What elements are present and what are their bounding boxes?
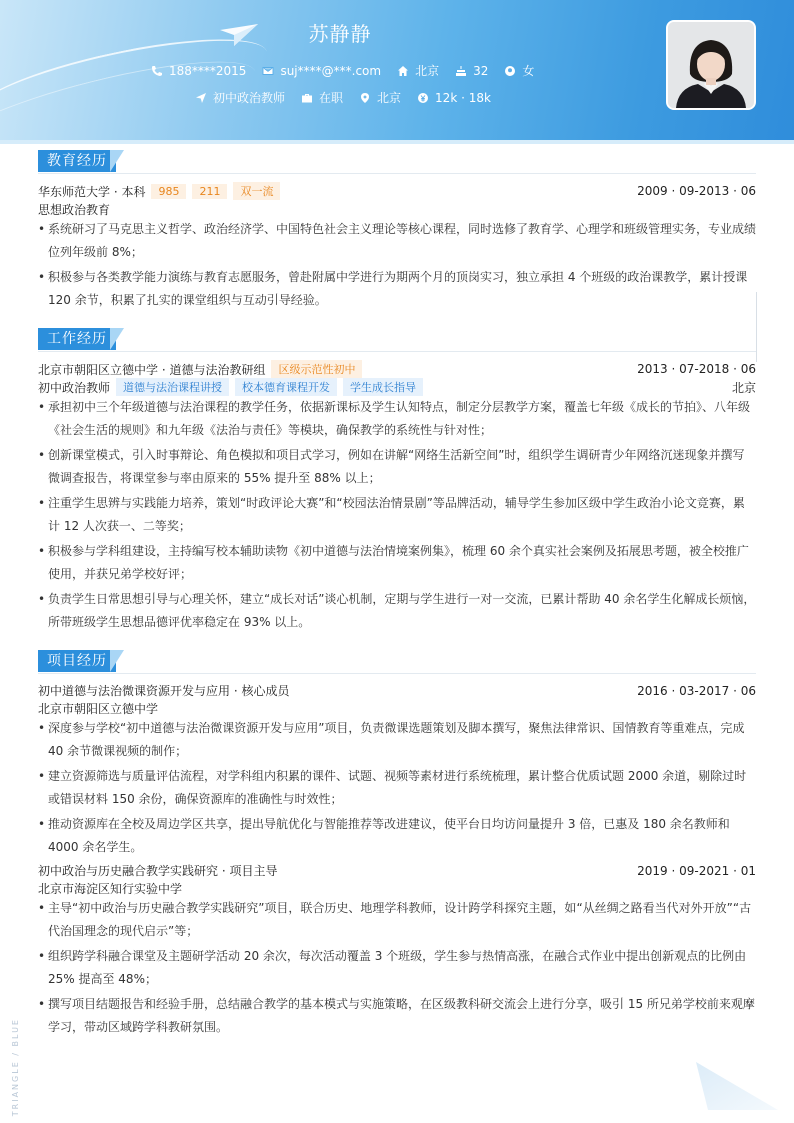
list-item: • 撰写项目结题报告和经验手册，总结融合教学的基本模式与实施策略，在区级教科研交流会上进行分享，吸引 15 所兄弟学校前来观摩学习，带动区域跨学科教研氛围。 — [38, 993, 756, 1039]
school-badge: 双一流 — [233, 182, 280, 200]
template-watermark: TRIANGLE / BLUE — [11, 1018, 20, 1117]
phone-item — [151, 64, 246, 78]
gender-item — [504, 62, 534, 79]
city-item — [397, 62, 439, 79]
education-bullets — [38, 218, 756, 314]
candidate-name: 苏静静 — [308, 22, 372, 46]
project-name: 初中道德与法治微课资源开发与应用 · 核心成员 — [38, 684, 290, 698]
work-position-row — [38, 378, 756, 396]
job-target-text: 初中政治教师 — [213, 91, 286, 105]
header-divider — [0, 140, 794, 144]
position-title: 初中政治教师 — [38, 380, 111, 395]
list-item: • 负责学生日常思想引导与心理关怀，建立“成长对话”谈心机制，定期与学生进行一对一交流，已累计帮助 40 余名学生化解成长烦恼，所带班级学生思想品德评优率稳定在 93% 以上。 — [38, 588, 756, 634]
section-rule — [38, 173, 756, 174]
section-title-tail — [110, 150, 124, 172]
school-name: 华东师范大学 · 本科 — [38, 184, 146, 199]
section-title: 教育经历 — [38, 150, 116, 172]
job-target-item — [195, 89, 285, 106]
section-title-tail — [110, 650, 124, 672]
email-text: suj****@***.com — [280, 63, 382, 78]
project-bullets — [38, 717, 756, 861]
work-bullets — [38, 396, 756, 636]
target-city-item — [359, 89, 401, 106]
resume-header — [0, 0, 794, 140]
education-entry-head — [38, 182, 756, 200]
school-badge: 211 — [192, 184, 227, 199]
cake-icon — [455, 65, 467, 77]
major-name: 思想政治教育 — [38, 203, 111, 217]
salary-text: 12k · 18k — [435, 90, 491, 105]
work-period: 2013 · 07-2018 · 06 — [637, 362, 756, 376]
portrait-image — [668, 22, 754, 108]
briefcase-icon — [301, 92, 313, 104]
section-rule — [38, 351, 756, 352]
project-org: 北京市朝阳区立德中学 — [38, 702, 159, 716]
education-period: 2009 · 09-2013 · 06 — [637, 184, 756, 198]
side-divider — [756, 292, 757, 362]
age-text: 32 — [473, 63, 489, 78]
list-item: • 创新课堂模式，引入时事辩论、角色模拟和项目式学习，例如在讲解“网络生活新空间”时，组织学生调研青少年网络沉迷现象并撰写微调查报告，将课堂参与率由原来的 55% 提升至 88% 以上； — [38, 444, 756, 490]
list-item: • 深度参与学校“初中道德与法治微课资源开发与应用”项目，负责微课选题策划及脚本撰写，聚焦法律常识、国情教育等重难点，完成 40 余节微课视频的制作； — [38, 717, 756, 763]
school-badge: 985 — [151, 184, 186, 199]
status-item — [301, 89, 343, 106]
education-section-header — [38, 150, 756, 174]
skill-tag: 校本德育课程开发 — [235, 378, 337, 396]
employer-name: 北京市朝阳区立德中学 · 道德与法治教研组 — [38, 362, 266, 377]
work-entry-head — [38, 360, 756, 378]
employer-badge: 区级示范性初中 — [271, 360, 362, 378]
list-item: • 组织跨学科融合课堂及主题研学活动 20 余次，每次活动覆盖 3 个班级，学生参与热情高涨，在融合式作业中提出创新观点的比例由 25% 提高至 48%； — [38, 945, 756, 991]
project-entry-head — [38, 682, 756, 699]
paper-plane-icon — [220, 22, 260, 48]
work-location: 北京 — [731, 380, 756, 395]
money-icon — [417, 92, 429, 104]
section-rule — [38, 673, 756, 674]
section-title: 工作经历 — [38, 328, 116, 350]
email-item — [262, 64, 381, 78]
list-item: • 建立资源筛选与质量评估流程，对学科组内积累的课件、试题、视频等素材进行系统梳理，累计整合优质试题 2000 余道，剔除过时或错误材料 150 余份，确保资源库的准确性与时效性； — [38, 765, 756, 811]
mail-icon — [262, 65, 274, 77]
home-icon — [397, 65, 409, 77]
skill-tag: 道德与法治课程讲授 — [116, 378, 229, 396]
status-text: 在职 — [319, 91, 344, 105]
send-icon — [195, 92, 207, 104]
project-entry-head — [38, 862, 756, 879]
list-item: • 系统研习了马克思主义哲学、政治经济学、中国特色社会主义理论等核心课程，同时选修了教育学、心理学和班级管理实务，专业成绩位列年级前 8%； — [38, 218, 756, 264]
city-text: 北京 — [415, 64, 440, 78]
list-item: • 承担初中三个年级道德与法治课程的教学任务，依据新课标及学生认知特点，制定分层教学方案，覆盖七年级《成长的节拍》、八年级《社会生活的规则》和九年级《法治与责任》等模块，确保教学的系统性与针对性； — [38, 396, 756, 442]
section-title-tail — [110, 328, 124, 350]
list-item: • 积极参与各类教学能力演练与教育志愿服务，曾赴附属中学进行为期两个月的顶岗实习，独立承担 4 个班级的政治课教学，累计授课 120 余节，积累了扎实的课堂组织与互动引导经验。 — [38, 266, 756, 312]
skill-tag: 学生成长指导 — [343, 378, 423, 396]
corner-triangle-decoration — [696, 1062, 786, 1112]
target-city-text: 北京 — [377, 91, 402, 105]
list-item: • 注重学生思辨与实践能力培养，策划“时政评论大赛”和“校园法治情景剧”等品牌活动，辅导学生参加区级中学生政治小论文竞赛，累计 12 人次获一、二等奖； — [38, 492, 756, 538]
project-period: 2016 · 03-2017 · 06 — [637, 683, 756, 698]
work-section-header — [38, 328, 756, 352]
project-name: 初中政治与历史融合教学实践研究 · 项目主导 — [38, 864, 278, 878]
list-item: • 积极参与学科组建设，主持编写校本辅助读物《初中道德与法治情境案例集》，梳理 60 余个真实社会案例及拓展思考题，被全校推广使用，并获兄弟学校好评； — [38, 540, 756, 586]
location-pin-icon — [359, 92, 371, 104]
project-period: 2019 · 09-2021 · 01 — [637, 863, 756, 878]
projects-section-header — [38, 650, 756, 674]
section-title: 项目经历 — [38, 650, 116, 672]
phone-icon — [151, 65, 163, 77]
salary-item — [417, 91, 491, 105]
job-intent-row — [195, 89, 491, 106]
age-item — [455, 64, 488, 78]
avatar-photo — [666, 20, 756, 110]
list-item: • 推动资源库在全校及周边学区共享，提出导航优化与智能推荐等改进建议，使平台日均访问量提升 3 倍，已惠及 180 余名教师和 4000 余名学生。 — [38, 813, 756, 859]
contact-row — [151, 62, 534, 79]
gender-text: 女 — [522, 64, 535, 78]
gender-icon — [504, 65, 516, 77]
project-bullets — [38, 897, 756, 1041]
project-org: 北京市海淀区知行实验中学 — [38, 882, 183, 896]
phone-text: 188****2015 — [169, 63, 247, 78]
list-item: • 主导“初中政治与历史融合教学实践研究”项目，联合历史、地理学科教师，设计跨学科探究主题，如“从丝绸之路看当代对外开放”“古代治国理念的现代启示”等； — [38, 897, 756, 943]
